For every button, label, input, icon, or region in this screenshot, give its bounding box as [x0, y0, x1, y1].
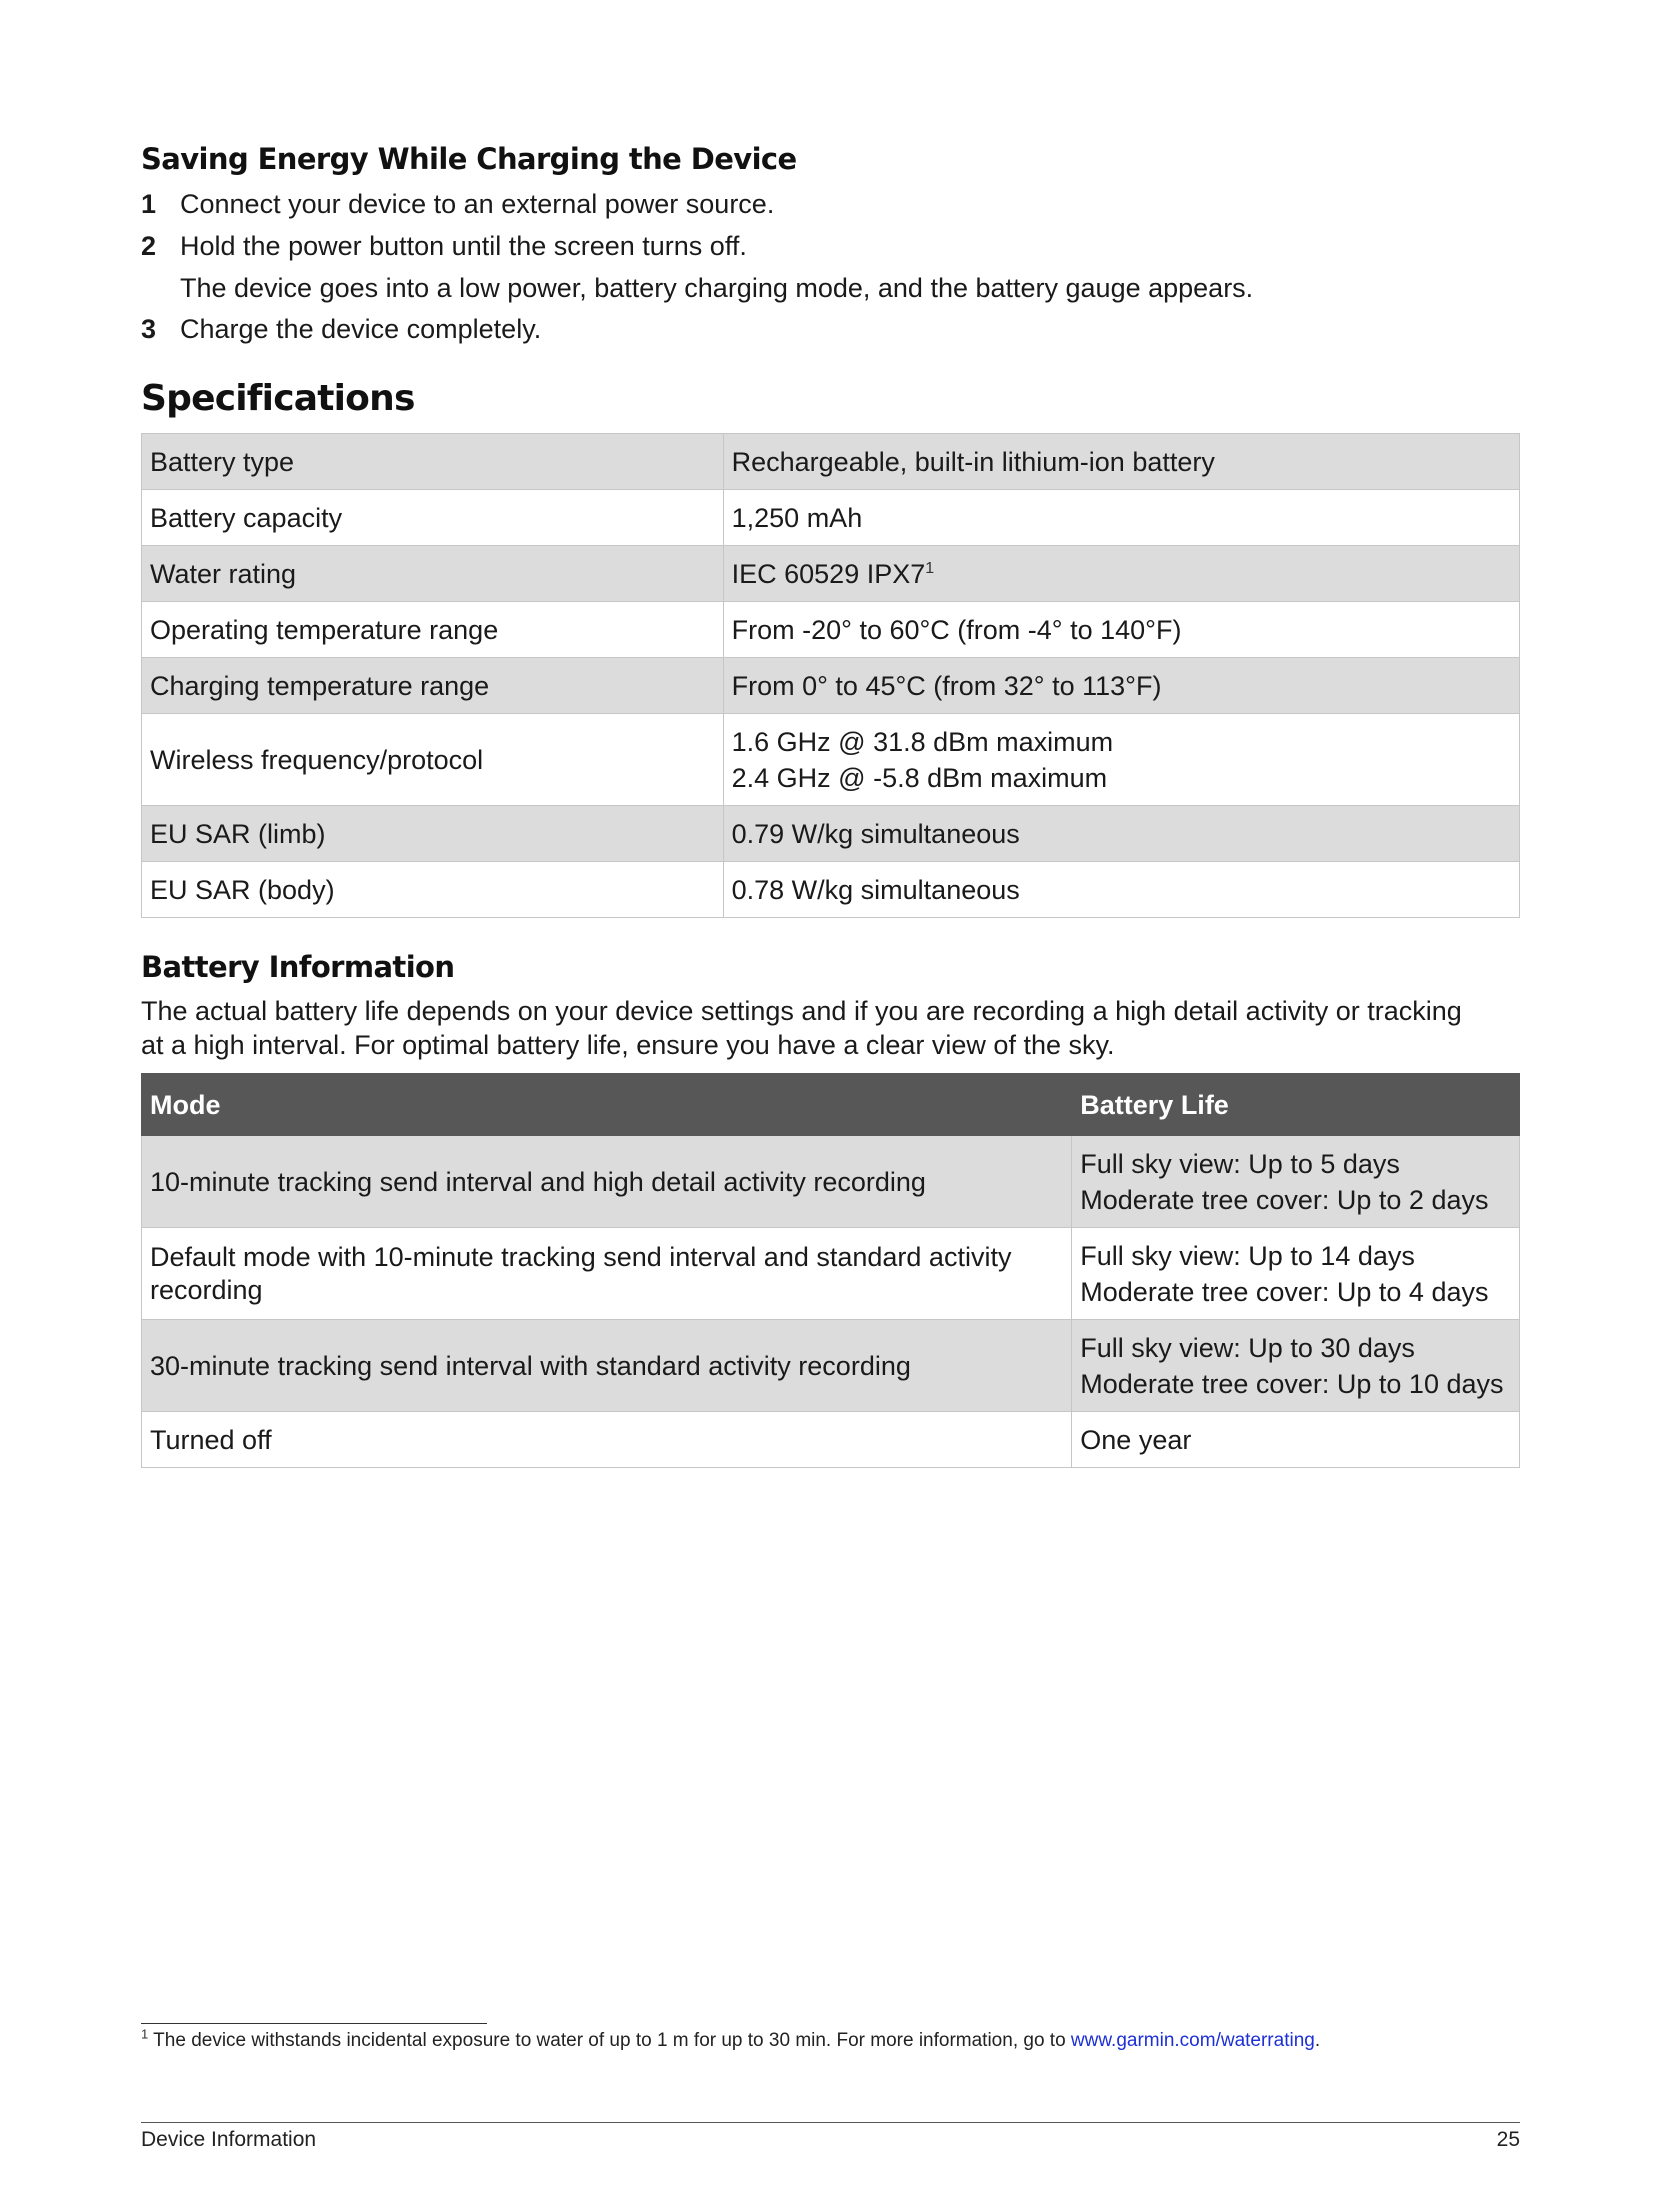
battery-life-cell: One year: [1072, 1412, 1520, 1468]
spec-label: Charging temperature range: [142, 658, 724, 714]
step-number: 2: [141, 231, 157, 261]
spec-value: IEC 60529 IPX7: [731, 558, 926, 589]
footer-divider: [141, 2122, 1520, 2123]
mode-cell: 30-minute tracking send interval with standard activity recording: [142, 1320, 1072, 1412]
spec-label: Operating temperature range: [142, 602, 724, 658]
step-number: 1: [141, 189, 157, 219]
battery-life-cell: [1072, 1136, 1520, 1228]
step-number: 3: [141, 314, 157, 344]
saving-energy-heading: Saving Energy While Charging the Device: [141, 142, 797, 176]
spec-value: 0.78 W/kg simultaneous: [723, 862, 1519, 918]
spec-value-line-2: 2.4 GHz @ -5.8 dBm maximum: [731, 762, 1108, 793]
waterrating-link[interactable]: www.garmin.com/waterrating: [1070, 2030, 1315, 2051]
spec-value-cell: [723, 546, 1519, 602]
spec-label: EU SAR (body): [142, 862, 724, 918]
footnote-reference: 1: [925, 559, 935, 577]
spec-label: Battery type: [142, 434, 724, 490]
spec-label: EU SAR (limb): [142, 806, 724, 862]
mode-cell: [142, 1228, 1072, 1320]
column-header-battery-life: Battery Life: [1072, 1074, 1520, 1136]
battery-life-table: [141, 1073, 1520, 1468]
spec-value: 1.6 GHz @ 31.8 dBm maximum: [731, 726, 1114, 757]
step-2-result: The device goes into a low power, battery charging mode, and the battery gauge appears.: [180, 273, 1254, 303]
spec-value: Rechargeable, built-in lithium-ion battery: [723, 434, 1519, 490]
page-number: 25: [1496, 2128, 1520, 2151]
battery-life-full-sky: Full sky view: Up to 14 days: [1080, 1240, 1415, 1271]
footnote-marker: 1: [141, 2026, 149, 2042]
spec-value: 1,250 mAh: [723, 490, 1519, 546]
column-header-mode: Mode: [142, 1074, 1072, 1136]
table-header-row: [142, 1074, 1520, 1136]
spec-label: Water rating: [142, 546, 724, 602]
table-row: [142, 546, 1520, 602]
step-text: Connect your device to an external power source.: [180, 189, 775, 219]
mode-cell: Turned off: [142, 1412, 1072, 1468]
battery-life-cell: [1072, 1320, 1520, 1412]
battery-life-full-sky: Full sky view: Up to 5 days: [1080, 1148, 1400, 1179]
mode-line-2: recording: [150, 1274, 263, 1305]
spec-label: Wireless frequency/protocol: [142, 714, 724, 806]
battery-life-tree-cover: Moderate tree cover: Up to 4 days: [1080, 1276, 1489, 1307]
footnote-divider: [141, 2023, 487, 2024]
spec-value: 0.79 W/kg simultaneous: [723, 806, 1519, 862]
footnote-text: The device withstands incidental exposure to water of up to 1 m for up to 30 min. For more information, go to: [153, 2030, 1071, 2051]
table-row: [142, 490, 1520, 546]
footer-section-title: Device Information: [141, 2128, 317, 2151]
table-row: [142, 806, 1520, 862]
battery-life-tree-cover: Moderate tree cover: Up to 10 days: [1080, 1368, 1504, 1399]
specifications-heading: Specifications: [141, 378, 415, 419]
table-row: [142, 1228, 1520, 1320]
specifications-table: [141, 433, 1520, 918]
mode-line-1: Default mode with 10-minute tracking send interval and standard activity: [150, 1241, 1012, 1272]
table-row: [142, 658, 1520, 714]
mode-cell: 10-minute tracking send interval and high detail activity recording: [142, 1136, 1072, 1228]
battery-intro: [141, 994, 1520, 1062]
battery-life-cell: [1072, 1228, 1520, 1320]
spec-value-cell: [723, 714, 1519, 806]
step-text: Hold the power button until the screen turns off.: [180, 231, 747, 261]
battery-intro-line-2: at a high interval. For optimal battery life, ensure you have a clear view of the sky.: [141, 1030, 1115, 1060]
spec-label: Battery capacity: [142, 490, 724, 546]
spec-value: From 0° to 45°C (from 32° to 113°F): [723, 658, 1519, 714]
footnote: [141, 2026, 1321, 2052]
footnote-end: .: [1314, 2030, 1321, 2051]
battery-life-tree-cover: Moderate tree cover: Up to 2 days: [1080, 1184, 1489, 1215]
table-row: [142, 862, 1520, 918]
table-row: [142, 1412, 1520, 1468]
spec-value: From -20° to 60°C (from -4° to 140°F): [723, 602, 1519, 658]
battery-intro-line-1: The actual battery life depends on your device settings and if you are recording a high detail activity or tracking: [141, 996, 1462, 1026]
table-row: [142, 1320, 1520, 1412]
table-row: [142, 434, 1520, 490]
battery-information-heading: Battery Information: [141, 950, 455, 984]
step-text: Charge the device completely.: [180, 314, 542, 344]
battery-life-full-sky: Full sky view: Up to 30 days: [1080, 1332, 1415, 1363]
table-row: [142, 1136, 1520, 1228]
table-row: [142, 602, 1520, 658]
table-row: [142, 714, 1520, 806]
